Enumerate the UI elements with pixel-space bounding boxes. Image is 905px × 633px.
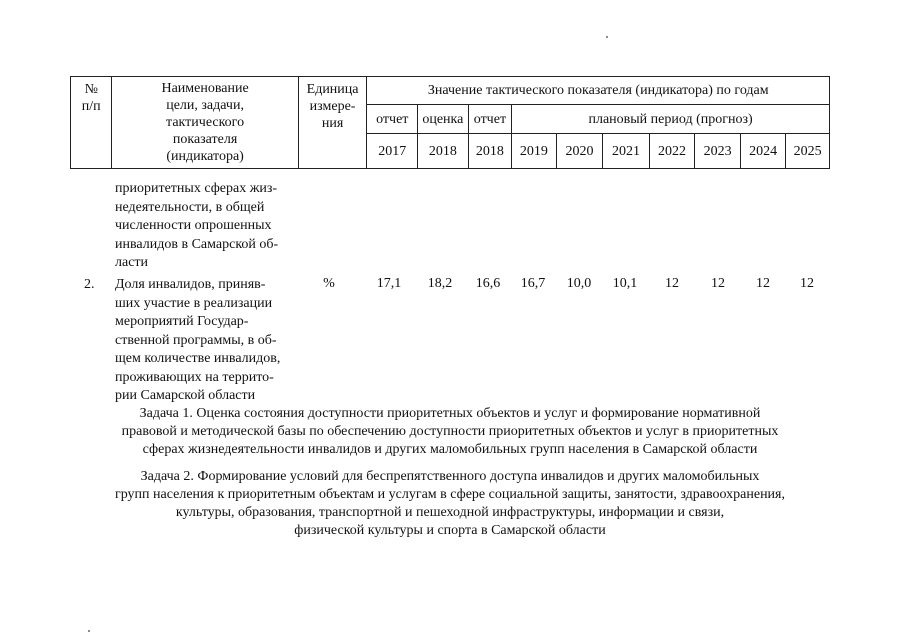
row-number: 2. (84, 277, 95, 292)
header-year: 2025 (786, 134, 830, 169)
scan-speck (88, 630, 90, 632)
header-no: № п/п (71, 77, 112, 169)
header-year: 2017 (367, 134, 418, 169)
scan-speck (606, 36, 608, 38)
header-plan-period: плановый период (прогноз) (512, 105, 830, 134)
header-year: 2021 (603, 134, 650, 169)
header-report-1: отчет (367, 105, 418, 134)
header-name: Наименование цели, задачи, тактического показателя (индикатора) (112, 77, 298, 169)
value-cell: 16,6 (475, 276, 501, 291)
header-values-by-year: Значение тактического показателя (индикатора) по годам (367, 77, 830, 105)
value-cell: 12 (711, 276, 725, 291)
value-cell: 17,1 (376, 276, 402, 291)
value-cell: 10,0 (566, 276, 592, 291)
header-year: 2020 (556, 134, 603, 169)
task-2-paragraph: Задача 2. Формирование условий для беспрепятственного доступа инвалидов и других маломобильных групп населения к приоритетным объектам и услугам в сфере социальной защиты, занятости, здравоохранения, культуры, образования, транспортной и пешеходной инфраструктуры, информации и связи, физической культуры и спорта в Самарской области (114, 469, 785, 538)
value-cell: 18,2 (427, 276, 453, 291)
header-year: 2024 (740, 134, 786, 169)
row-name-cell: Доля инвалидов, приняв- ших участие в реализации мероприятий Государ- ственной программы, в об- щем количестве инвалидов, проживающих на террито- рии Самарской области (115, 277, 281, 403)
continuation-name-cell: приоритетных сферах жиз- недеятельности, в общей численности опрошенных инвалидов в Самарской об- ласти (115, 181, 279, 270)
header-year: 2018 (468, 134, 512, 169)
header-year: 2018 (418, 134, 469, 169)
value-cell: 12 (800, 276, 814, 291)
indicator-table-header (70, 76, 830, 169)
header-year: 2019 (512, 134, 557, 169)
value-cell: 12 (665, 276, 679, 291)
header-unit: Единица измере- ния (298, 77, 367, 169)
header-estimate: оценка (418, 105, 469, 134)
row-unit: % (323, 276, 335, 291)
header-report-2: отчет (468, 105, 512, 134)
value-cell: 12 (756, 276, 770, 291)
value-cell: 10,1 (612, 276, 638, 291)
header-year: 2023 (695, 134, 741, 169)
value-cell: 16,7 (520, 276, 546, 291)
header-year: 2022 (649, 134, 695, 169)
task-1-paragraph: Задача 1. Оценка состояния доступности приоритетных объектов и услуг и формирование нормативной правовой и методической базы по обеспечению доступности приоритетных объектов и услуг в приоритетных сферах жизнедеятельности инвалидов и других маломобильных групп населения в Самарской области (121, 406, 779, 457)
